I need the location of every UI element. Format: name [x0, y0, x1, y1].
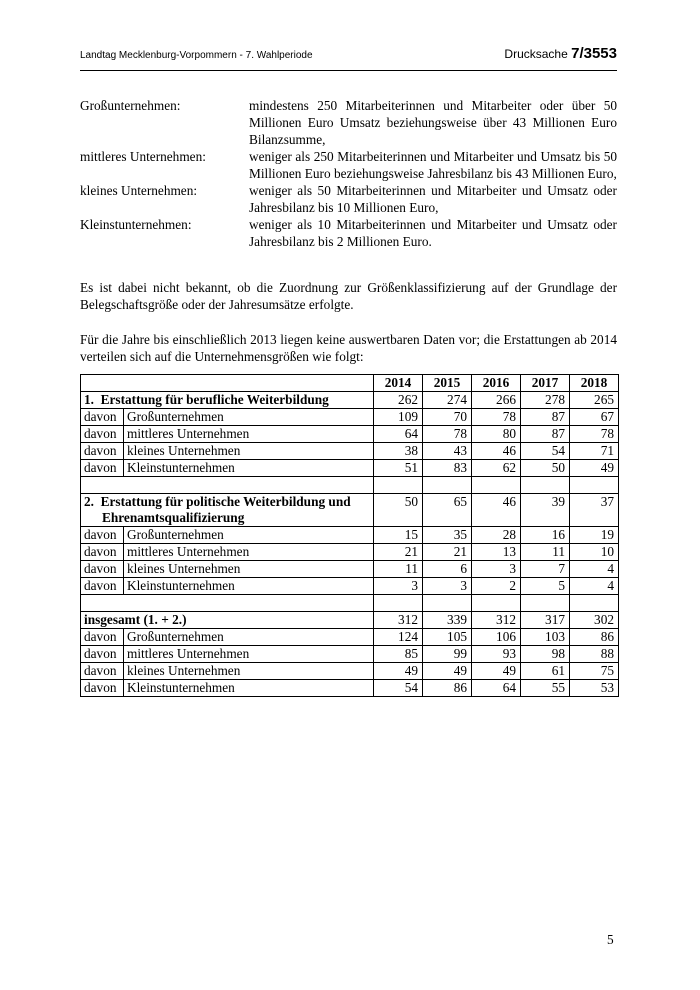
row-prefix: davon: [81, 578, 124, 595]
table-row: [81, 544, 619, 561]
row-value: 61: [521, 663, 570, 680]
section-number: 1.: [84, 392, 94, 407]
definition-text: weniger als 50 Mitarbeiterinnen und Mitarbeiter und Umsatz oder Jahresbilanz bis 10 Millionen Euro,: [249, 183, 617, 215]
section-total-value: 262: [374, 392, 423, 409]
row-value: 64: [472, 680, 521, 697]
paragraph: Es ist dabei nicht bekannt, ob die Zuordnung zur Größenklassifizierung auf der Grundlage der Belegschaftsgröße oder der Jahresumsätze erfolgte.: [80, 280, 617, 312]
refund-table: [80, 374, 619, 697]
section-total-value: 266: [472, 392, 521, 409]
section-total-row: [81, 392, 619, 409]
row-value: 50: [521, 460, 570, 477]
row-label: mittleres Unternehmen: [124, 646, 374, 663]
row-value: 62: [472, 460, 521, 477]
row-label: Großunternehmen: [124, 629, 374, 646]
section-total-value: 312: [472, 612, 521, 629]
row-value: 78: [472, 409, 521, 426]
row-value: 87: [521, 409, 570, 426]
row-value: 109: [374, 409, 423, 426]
row-value: 35: [423, 527, 472, 544]
spacer-cell: [472, 595, 521, 612]
spacer-cell: [472, 477, 521, 494]
row-value: 85: [374, 646, 423, 663]
section-title-text: Erstattung für berufliche Weiterbildung: [100, 392, 329, 407]
definition-text: weniger als 10 Mitarbeiterinnen und Mitarbeiter und Umsatz oder Jahresbilanz bis 2 Millionen Euro.: [249, 217, 617, 249]
section-total-value: 302: [570, 612, 619, 629]
row-value: 78: [570, 426, 619, 443]
row-value: 75: [570, 663, 619, 680]
spacer-cell: [81, 595, 374, 612]
row-value: 49: [570, 460, 619, 477]
row-prefix: davon: [81, 409, 124, 426]
definition-item: [80, 148, 617, 182]
page-number: 5: [607, 932, 614, 947]
row-value: 78: [423, 426, 472, 443]
row-value: 105: [423, 629, 472, 646]
spacer-cell: [81, 477, 374, 494]
row-value: 70: [423, 409, 472, 426]
table-row: [81, 561, 619, 578]
row-label: kleines Unternehmen: [124, 561, 374, 578]
section-total-value: 278: [521, 392, 570, 409]
table-row: [81, 426, 619, 443]
row-value: 55: [521, 680, 570, 697]
spacer-cell: [374, 477, 423, 494]
row-label: mittleres Unternehmen: [124, 544, 374, 561]
row-label: mittleres Unternehmen: [124, 426, 374, 443]
header-doc-label: Drucksache: [504, 47, 568, 61]
row-value: 11: [521, 544, 570, 561]
row-label: Kleinstunternehmen: [124, 578, 374, 595]
row-value: 21: [423, 544, 472, 561]
section-title: [81, 494, 374, 527]
row-value: 19: [570, 527, 619, 544]
row-value: 53: [570, 680, 619, 697]
row-label: kleines Unternehmen: [124, 443, 374, 460]
spacer-cell: [521, 595, 570, 612]
section-total-value: 274: [423, 392, 472, 409]
page-header: [80, 44, 617, 71]
definition-list: [80, 97, 617, 250]
spacer-cell: [570, 477, 619, 494]
row-value: 54: [521, 443, 570, 460]
year-header: 2018: [570, 375, 619, 392]
section-title-text: Erstattung für politische Weiterbildung und: [100, 494, 351, 509]
definition-term: mittleres Unternehmen:: [80, 149, 206, 164]
row-prefix: davon: [81, 443, 124, 460]
row-value: 49: [423, 663, 472, 680]
section-title-line2: Ehrenamtsqualifizierung: [102, 510, 245, 525]
header-parliament: Landtag Mecklenburg-Vorpommern - 7. Wahlperiode: [80, 50, 313, 61]
row-value: 106: [472, 629, 521, 646]
row-value: 4: [570, 578, 619, 595]
row-value: 87: [521, 426, 570, 443]
definition-text: mindestens 250 Mitarbeiterinnen und Mitarbeiter oder über 50 Millionen Euro Umsatz beziehungsweise über 43 Millionen Euro Bilanzsumme,: [249, 98, 617, 147]
row-value: 3: [423, 578, 472, 595]
row-prefix: davon: [81, 460, 124, 477]
year-header: 2014: [374, 375, 423, 392]
row-value: 67: [570, 409, 619, 426]
table-header-empty: [81, 375, 374, 392]
year-header: 2015: [423, 375, 472, 392]
row-prefix: davon: [81, 544, 124, 561]
spacer-row: [81, 595, 619, 612]
row-value: 16: [521, 527, 570, 544]
row-value: 7: [521, 561, 570, 578]
section-total-row: [81, 612, 619, 629]
row-value: 98: [521, 646, 570, 663]
table-row: [81, 460, 619, 477]
spacer-cell: [374, 595, 423, 612]
definition-item: [80, 97, 617, 148]
definition-term: kleines Unternehmen:: [80, 183, 198, 198]
paragraph: Für die Jahre bis einschließlich 2013 liegen keine auswertbaren Daten vor; die Erstattungen ab 2014 verteilen sich auf die Unternehmensgrößen wie folgt:: [80, 332, 617, 364]
row-value: 103: [521, 629, 570, 646]
row-prefix: davon: [81, 646, 124, 663]
table-row: [81, 680, 619, 697]
row-value: 28: [472, 527, 521, 544]
row-label: Kleinstunternehmen: [124, 460, 374, 477]
row-value: 54: [374, 680, 423, 697]
table-header-row: [81, 375, 619, 392]
table-row: [81, 578, 619, 595]
section-total-value: 312: [374, 612, 423, 629]
row-prefix: davon: [81, 527, 124, 544]
row-prefix: davon: [81, 680, 124, 697]
row-value: 86: [423, 680, 472, 697]
table-row: [81, 527, 619, 544]
spacer-cell: [423, 595, 472, 612]
section-title: [81, 612, 374, 629]
table-row: [81, 443, 619, 460]
spacer-cell: [423, 477, 472, 494]
section-total-row: [81, 494, 619, 527]
row-value: 49: [374, 663, 423, 680]
header-doc-number: 7/3553: [571, 45, 617, 62]
header-document-number: [504, 45, 617, 62]
spacer-row: [81, 477, 619, 494]
row-value: 99: [423, 646, 472, 663]
row-value: 5: [521, 578, 570, 595]
definition-term: Großunternehmen:: [80, 98, 181, 113]
section-title-text: insgesamt (1. + 2.): [84, 612, 187, 627]
row-prefix: davon: [81, 561, 124, 578]
section-total-value: 39: [521, 494, 570, 527]
row-value: 64: [374, 426, 423, 443]
row-value: 80: [472, 426, 521, 443]
row-value: 3: [374, 578, 423, 595]
row-label: Kleinstunternehmen: [124, 680, 374, 697]
definition-text: weniger als 250 Mitarbeiterinnen und Mitarbeiter und Umsatz bis 50 Millionen Euro beziehungsweise Jahresbilanz bis 43 Millionen Euro,: [249, 149, 617, 181]
row-value: 4: [570, 561, 619, 578]
section-title-line: [84, 392, 370, 408]
spacer-cell: [570, 595, 619, 612]
table-row: [81, 663, 619, 680]
row-value: 43: [423, 443, 472, 460]
definition-term: Kleinstunternehmen:: [80, 217, 192, 232]
row-value: 38: [374, 443, 423, 460]
spacer-cell: [521, 477, 570, 494]
row-value: 2: [472, 578, 521, 595]
section-total-value: 46: [472, 494, 521, 527]
table-row: [81, 409, 619, 426]
row-value: 13: [472, 544, 521, 561]
row-value: 46: [472, 443, 521, 460]
page-content: [80, 97, 617, 697]
row-prefix: davon: [81, 663, 124, 680]
section-total-value: 265: [570, 392, 619, 409]
definition-item: [80, 216, 617, 250]
row-value: 83: [423, 460, 472, 477]
row-label: Großunternehmen: [124, 409, 374, 426]
row-prefix: davon: [81, 629, 124, 646]
row-value: 86: [570, 629, 619, 646]
row-value: 21: [374, 544, 423, 561]
row-value: 88: [570, 646, 619, 663]
definition-item: [80, 182, 617, 216]
row-value: 10: [570, 544, 619, 561]
row-value: 49: [472, 663, 521, 680]
row-label: kleines Unternehmen: [124, 663, 374, 680]
section-total-value: 339: [423, 612, 472, 629]
row-prefix: davon: [81, 426, 124, 443]
section-total-value: 37: [570, 494, 619, 527]
row-value: 124: [374, 629, 423, 646]
row-value: 71: [570, 443, 619, 460]
row-value: 93: [472, 646, 521, 663]
table-row: [81, 629, 619, 646]
table-row: [81, 646, 619, 663]
section-number: 2.: [84, 494, 94, 509]
section-total-value: 50: [374, 494, 423, 527]
row-value: 6: [423, 561, 472, 578]
row-value: 11: [374, 561, 423, 578]
year-header: 2016: [472, 375, 521, 392]
row-value: 3: [472, 561, 521, 578]
row-label: Großunternehmen: [124, 527, 374, 544]
section-title-line: [84, 612, 370, 628]
section-total-value: 317: [521, 612, 570, 629]
section-title-line: [84, 494, 370, 510]
row-value: 15: [374, 527, 423, 544]
section-total-value: 65: [423, 494, 472, 527]
row-value: 51: [374, 460, 423, 477]
year-header: 2017: [521, 375, 570, 392]
section-title: [81, 392, 374, 409]
